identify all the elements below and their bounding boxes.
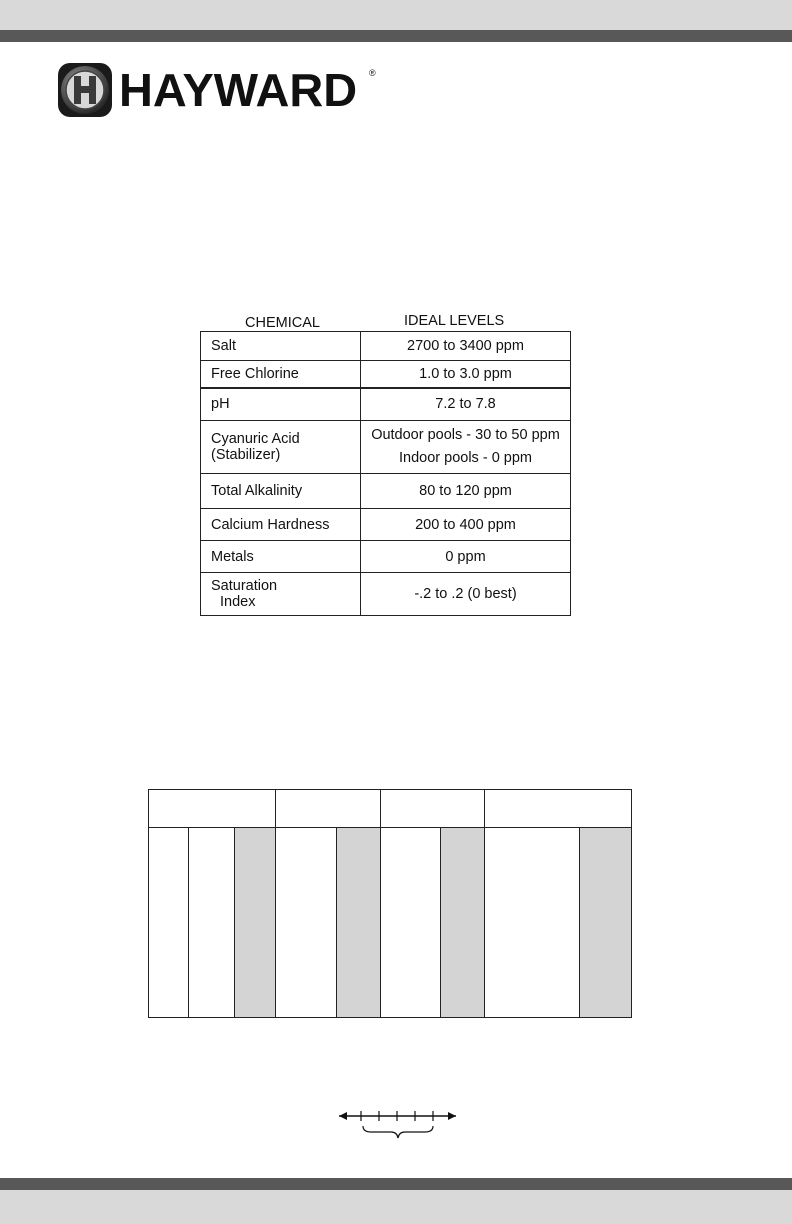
level-value: Outdoor pools - 30 to 50 ppm bbox=[371, 427, 560, 443]
table-row bbox=[201, 573, 571, 616]
chemical-cell bbox=[201, 474, 361, 509]
grid-cell bbox=[189, 828, 235, 1018]
grid-header-cell bbox=[276, 790, 381, 828]
chemical-label-sub: (Stabilizer) bbox=[211, 447, 281, 463]
range-brace-icon bbox=[363, 1126, 433, 1138]
chemical-cell bbox=[201, 421, 361, 474]
chemical-label: Metals bbox=[211, 548, 254, 565]
table-row bbox=[201, 361, 571, 388]
left-arrow-icon bbox=[339, 1112, 347, 1120]
chemical-cell bbox=[201, 361, 361, 388]
table-row bbox=[201, 541, 571, 573]
grid-header-cell bbox=[381, 790, 485, 828]
level-value: -.2 to .2 (0 best) bbox=[414, 586, 517, 602]
level-cell bbox=[361, 388, 571, 421]
empty-log-grid bbox=[148, 789, 632, 1018]
chemical-cell bbox=[201, 388, 361, 421]
grid-cell-shaded bbox=[441, 828, 485, 1018]
chemical-cell bbox=[201, 509, 361, 541]
chemical-label: Calcium Hardness bbox=[211, 516, 330, 533]
chemical-label: Saturation bbox=[211, 578, 278, 594]
chemical-label: pH bbox=[211, 396, 230, 413]
bottom-band-dark bbox=[0, 1178, 792, 1190]
level-value: 2700 to 3400 ppm bbox=[407, 338, 524, 354]
grid-cell-shaded bbox=[580, 828, 632, 1018]
chemical-label: Total Alkalinity bbox=[211, 483, 303, 499]
grid-header-cell bbox=[149, 790, 276, 828]
level-cell bbox=[361, 573, 571, 616]
level-value: 200 to 400 ppm bbox=[415, 516, 516, 533]
grid-cell-shaded bbox=[235, 828, 276, 1018]
grid-header-row bbox=[149, 790, 632, 828]
header-chemical: CHEMICAL bbox=[245, 315, 320, 331]
header-ideal-levels: IDEAL LEVELS bbox=[404, 313, 505, 329]
chemical-label: Free Chlorine bbox=[211, 365, 299, 382]
hayward-logo bbox=[57, 62, 387, 118]
right-arrow-icon bbox=[448, 1112, 456, 1120]
level-cell bbox=[361, 361, 571, 388]
level-cell bbox=[361, 421, 571, 474]
level-value: 80 to 120 ppm bbox=[419, 483, 512, 499]
table-row bbox=[201, 421, 571, 474]
hayward-emblem-icon bbox=[57, 62, 113, 118]
chemical-label: Salt bbox=[211, 338, 236, 354]
grid-cell bbox=[485, 828, 580, 1018]
grid-cell-shaded bbox=[337, 828, 381, 1018]
level-cell bbox=[361, 332, 571, 361]
chemical-label-sub: Index bbox=[220, 594, 256, 610]
grid-body-row bbox=[149, 828, 632, 1018]
level-value: 7.2 to 7.8 bbox=[435, 396, 496, 413]
registered-mark: ® bbox=[369, 68, 376, 78]
chemical-cell bbox=[201, 573, 361, 616]
brand-name: HAYWARD bbox=[119, 64, 358, 116]
top-band-dark bbox=[0, 30, 792, 42]
table-row bbox=[201, 509, 571, 541]
level-cell bbox=[361, 541, 571, 573]
chemical-cell bbox=[201, 332, 361, 361]
grid-header-cell bbox=[485, 790, 632, 828]
range-scale-graphic bbox=[335, 1106, 460, 1140]
table-row bbox=[201, 388, 571, 421]
level-cell bbox=[361, 509, 571, 541]
level-value: 0 ppm bbox=[445, 548, 486, 565]
level-value: 1.0 to 3.0 ppm bbox=[419, 365, 512, 382]
bottom-band-light bbox=[0, 1190, 792, 1224]
chemical-cell bbox=[201, 541, 361, 573]
grid-cell bbox=[149, 828, 189, 1018]
top-band-light bbox=[0, 0, 792, 30]
grid-cell bbox=[381, 828, 441, 1018]
table-row bbox=[201, 474, 571, 509]
level-value-sub: Indoor pools - 0 ppm bbox=[399, 450, 532, 466]
chemical-label: Cyanuric Acid bbox=[211, 431, 300, 447]
grid-cell bbox=[276, 828, 337, 1018]
chemical-levels-table bbox=[200, 331, 571, 616]
table-row bbox=[201, 332, 571, 361]
level-cell bbox=[361, 474, 571, 509]
